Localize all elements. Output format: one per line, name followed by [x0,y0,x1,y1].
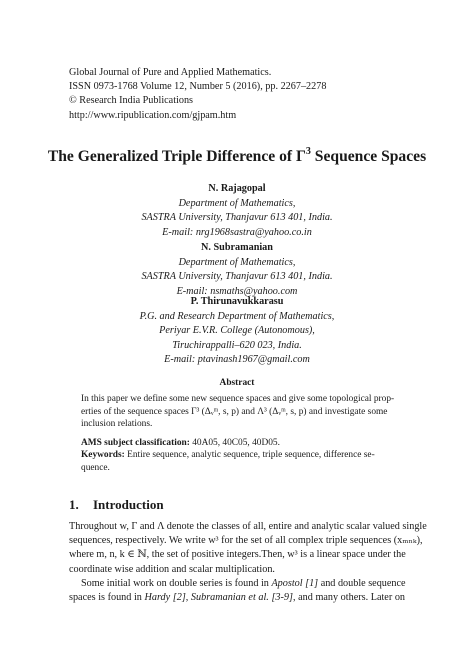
citation-hardy-subramanian[interactable]: Hardy [2], Subramanian et al. [3-9] [144,592,293,604]
title-text: The Generalized Triple Difference of Γ [47,148,306,166]
body-line [69,591,405,605]
introduction-body [69,520,427,605]
journal-url[interactable]: http://www.ripublication.com/gjpam.htm [69,109,237,121]
author-block-1 [0,182,474,240]
keywords-value: Entire sequence, analytic sequence, triple sequence, difference se- [124,450,375,460]
journal-header [69,66,326,123]
author-affiliation-line: SASTRA University, Thanjavur 613 401, India. [141,212,333,224]
keywords-value-continued: quence. [81,462,110,473]
keywords [81,449,393,474]
author-name: N. Subramanian [201,242,273,253]
body-text: spaces is found in [69,592,145,604]
abstract-heading: Abstract [219,378,255,388]
body-text: and double sequence [318,577,406,589]
author-affiliation-line: Periyar E.V.R. College (Autonomous), [159,325,315,337]
journal-issn: ISSN 0973-1768 Volume 12, Number 5 (2016), pp. 2267–2278 [69,81,327,93]
body-text: Some initial work on double series is found in [81,577,272,589]
author-affiliation-line: Department of Mathematics, [178,256,296,268]
author-affiliation-line: P.G. and Research Department of Mathematics, [139,310,335,322]
author-affiliation-line: Department of Mathematics, [178,197,296,209]
section-number: 1. [69,497,79,512]
section-heading [69,497,164,513]
body-line: Throughout w, Γ and Λ denote the classes of all, entire and analytic scalar valued single [69,521,427,532]
body-line: coordinate wise addition and scalar multiplication. [69,563,275,575]
author-email[interactable]: E-mail: nrg1968sastra@yahoo.co.in [162,226,312,238]
author-email[interactable]: E-mail: ptavinash1967@gmail.com [164,354,310,366]
author-email[interactable]: E-mail: nsmaths@yahoo.com [176,285,298,297]
body-line [69,577,405,591]
section-title: Introduction [93,497,164,512]
title-text-after: Sequence Spaces [310,148,427,166]
ams-label: AMS subject classification: [81,438,190,448]
abstract-body [81,393,395,431]
author-name: N. Rajagopal [208,183,266,194]
author-affiliation-line: Tiruchirappalli–620 023, India. [172,339,302,351]
author-block-2 [0,241,474,299]
ams-value: 40A05, 40C05, 40D05. [189,438,280,448]
abstract-line: inclusion relations. [81,419,153,430]
citation-apostol[interactable]: Apostol [1] [271,577,319,589]
abstract-line: erties of the sequence spaces Γ³ (Δᵥᵐ, s, p) and Λ³ (Δᵥᵐ, s, p) and investigate some [81,406,388,417]
journal-copyright: © Research India Publications [69,95,194,107]
journal-name: Global Journal of Pure and Applied Mathematics. [69,67,272,78]
body-text: , and many others. Later on [292,592,406,604]
title-superscript: 3 [305,146,311,157]
ams-classification [81,437,391,450]
abstract-line: In this paper we define some new sequence spaces and give some topological prop- [81,394,395,404]
paper-title [0,147,474,166]
author-affiliation-line: SASTRA University, Thanjavur 613 401, India. [141,271,333,283]
keywords-label: Keywords: [81,450,125,460]
author-block-3 [0,295,474,368]
author-name: P. Thirunavukkarasu [190,296,284,307]
body-line: where m, n, k ∈ ℕ, the set of positive integers.Then, w³ is a linear space under the [69,549,406,561]
body-line: sequences, respectively. We write w³ for the set of all complex triple sequences (xₘₙₖ), [69,535,423,547]
